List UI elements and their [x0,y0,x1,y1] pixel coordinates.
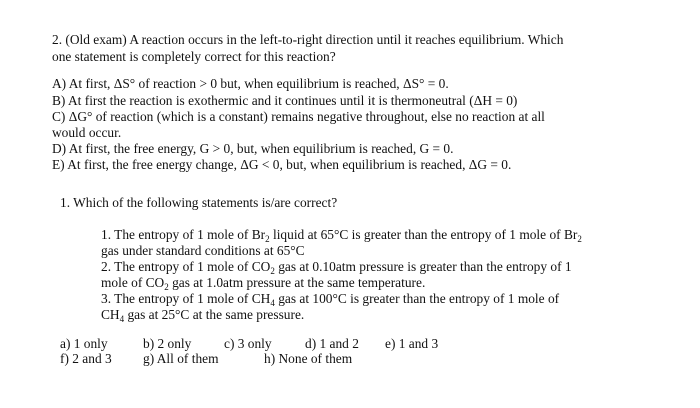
q1-statement-1-line-1 [101,226,582,243]
q1-answer-h: h) None of them [264,351,353,366]
q1-answer-f: f) 2 and 3 [60,351,112,366]
q1-answer-a: a) 1 only [60,336,108,351]
q1-s2-text-d: gas at 1.0atm pressure at the same temperature. [168,275,426,290]
q1-answer-e: e) 1 and 3 [385,336,439,351]
q1-s3-text-b: gas at 100°C is greater than the entropy of 1 mole of [274,291,560,306]
q1-s2-text-c: mole of CO [101,275,165,290]
q1-statement-2-line-1 [101,258,572,275]
q1-s1-text-b: liquid at 65°C is greater than the entropy of 1 mole of Br [269,227,578,242]
q1-answer-c: c) 3 only [224,336,272,351]
q1-stem: 1. Which of the following statements is/are correct? [60,195,338,210]
q1-s2-sub-2: 2 [164,282,169,292]
q1-answer-b: b) 2 only [143,336,192,351]
q1-s3-sub: 4 [270,298,275,308]
q1-s2-sub: 2 [270,266,275,276]
q1-s1-sub-2: 2 [577,234,582,244]
q1-s1-text-a: 1. The entropy of 1 mole of Br [101,227,266,242]
q2-stem-line-2: one statement is completely correct for this reaction? [52,49,336,64]
q1-s3-text-c: CH [101,307,120,322]
q1-s1-sub-1: 2 [265,234,270,244]
q2-option-c-line-1: C) ΔG° of reaction (which is a constant) remains negative throughout, else no reaction at all [52,109,545,124]
q1-statement-1-line-2: gas under standard conditions at 65°C [101,243,305,258]
q1-statement-3-line-1 [101,290,559,307]
q2-option-e: E) At first, the free energy change, ΔG < 0, but, when equilibrium is reached, ΔG = 0. [52,157,512,172]
q1-s2-text-b: gas at 0.10atm pressure is greater than the entropy of 1 [274,259,572,274]
q1-statement-3-line-2 [101,306,304,323]
q1-answer-g: g) All of them [143,351,219,366]
q1-answer-d: d) 1 and 2 [305,336,359,351]
q2-option-d: D) At first, the free energy, G > 0, but, when equilibrium is reached, G = 0. [52,141,454,156]
q1-s3-sub-2: 4 [119,314,125,324]
q2-option-b: B) At first the reaction is exothermic and it continues until it is thermoneutral (ΔH = 0) [52,93,518,108]
q2-stem-line-1: 2. (Old exam) A reaction occurs in the left-to-right direction until it reaches equilibrium. Which [52,32,564,47]
q2-option-c-line-2: would occur. [52,125,122,140]
q1-s3-text-d: gas at 25°C at the same pressure. [124,307,305,322]
q1-statement-2-line-2 [101,274,425,291]
q1-s3-text-a: 3. The entropy of 1 mole of CH [101,291,271,306]
q1-s2-text-a: 2. The entropy of 1 mole of CO [101,259,271,274]
q2-option-a: A) At first, ΔS° of reaction > 0 but, when equilibrium is reached, ΔS° = 0. [52,76,449,91]
